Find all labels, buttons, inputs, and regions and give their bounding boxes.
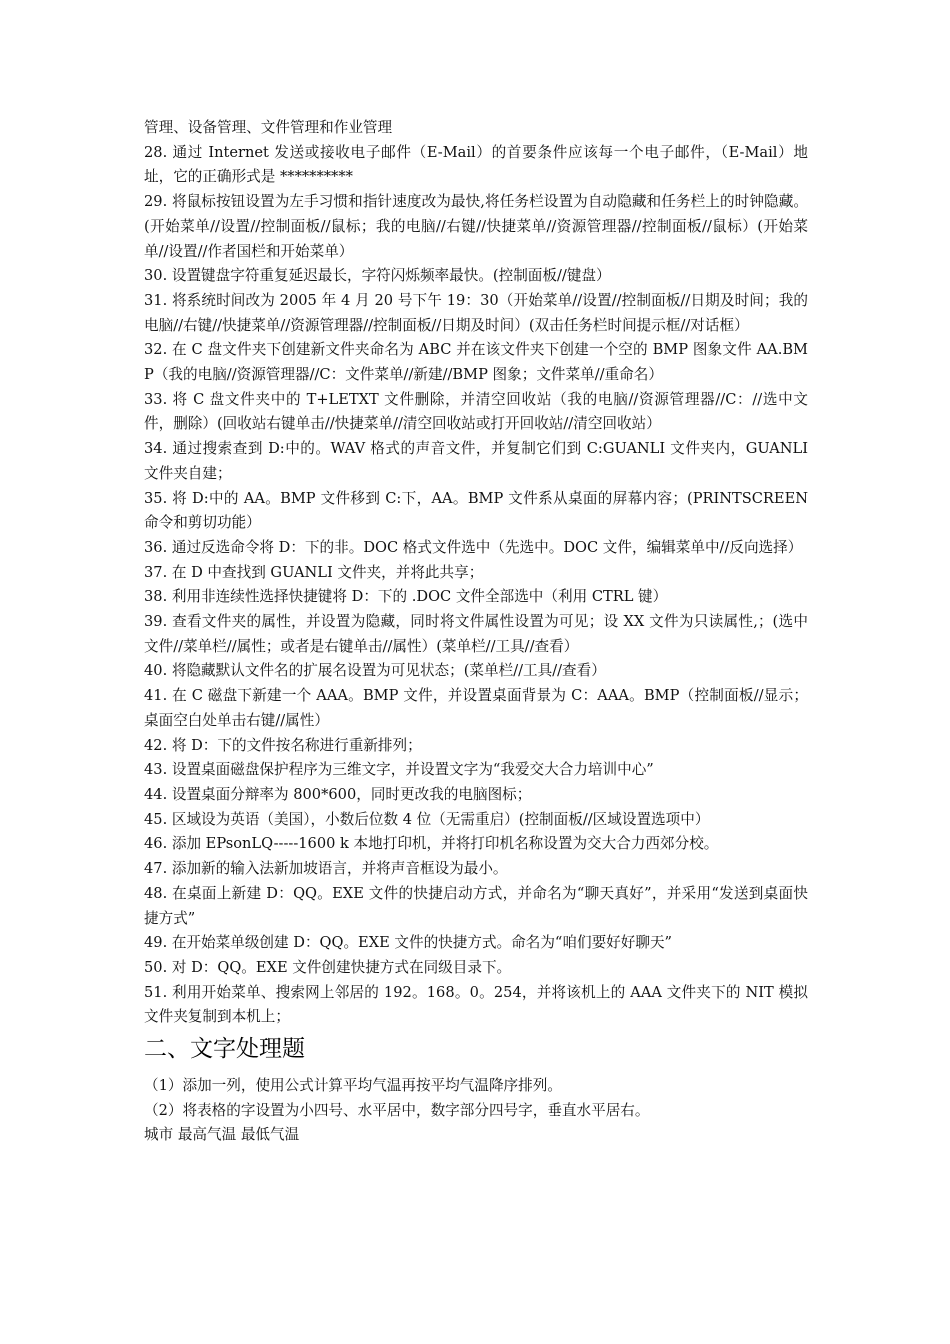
list-item: 39. 查看文件夹的属性，并设置为隐藏，同时将文件属性设置为可见；设 XX 文件为只读属性,；(选中文件//菜单栏//属性；或者是右键单击//属性）(菜单栏//工具//查看） (144, 613, 808, 655)
operation-list (144, 116, 808, 1030)
list-item: 36. 通过反选命令将 D：下的非。DOC 格式文件选中（先选中。DOC 文件，编辑菜单中//反向选择） (144, 538, 803, 556)
table-header-row: 城市 最高气温 最低气温 (144, 1126, 300, 1144)
list-item: 37. 在 D 中查找到 GUANLI 文件夹，并将此共享； (144, 563, 484, 581)
document-page (144, 116, 808, 1148)
list-item: 38. 利用非连续性选择快捷键将 D：下的 .DOC 文件全部选中（利用 CTRL 键） (144, 588, 668, 606)
list-item: 42. 将 D：下的文件按名称进行重新排列； (144, 736, 422, 754)
list-item: 46. 添加 EPsonLQ-----1600 k 本地打印机，并将打印机名称设置为交大合力西郊分校。 (144, 835, 719, 853)
continuation-line: 管理、设备管理、文件管理和作业管理 (144, 119, 393, 136)
list-item: 33. 将 C 盘文件夹中的 T+LETXT 文件删除，并清空回收站（我的电脑//资源管理器//C：//选中文件，删除）(回收站右键单击//快捷菜单//清空回收站或打开回收站//清空回收站） (144, 390, 808, 433)
list-item: 45. 区域设为英语（美国），小数后位数 4 位（无需重启）(控制面板//区域设置选项中） (144, 810, 710, 828)
list-item: 28. 通过 Internet 发送或接收电子邮件（E-Mail）的首要条件应该每一个电子邮件，（E-Mail）地址，它的正确形式是 ********** (144, 143, 808, 186)
list-item: 49. 在开始菜单级创建 D：QQ。EXE 文件的快捷方式。命名为“咱们要好好聊天” (144, 934, 672, 952)
task-item: （1）添加一列，使用公式计算平均气温再按平均气温降序排列。 (144, 1077, 562, 1095)
list-item: 48. 在桌面上新建 D：QQ。EXE 文件的快捷启动方式，并命名为“聊天真好”，并采用“发送到桌面快捷方式” (144, 884, 808, 927)
list-item: 35. 将 D:中的 AA。BMP 文件移到 C:下，AA。BMP 文件系从桌面的屏幕内容；(PRINTSCREEN 命令和剪切功能） (144, 489, 808, 532)
list-item: 50. 对 D：QQ。EXE 文件创建快捷方式在同级目录下。 (144, 958, 512, 976)
list-item: 47. 添加新的输入法新加坡语言，并将声音框设为最小。 (144, 860, 508, 878)
list-item: 32. 在 C 盘文件夹下创建新文件夹命名为 ABC 并在该文件夹下创建一个空的 BMP 图象文件 AA.BMP（我的电脑//资源管理器//C：文件菜单//新建//BMP 图象；文件菜单//重命名） (144, 341, 808, 384)
section-heading: 二、文字处理题 (144, 1036, 305, 1063)
list-item: 43. 设置桌面磁盘保护程序为三维文字，并设置文字为“我爱交大合力培训中心” (144, 761, 654, 779)
list-item: 31. 将系统时间改为 2005 年 4 月 20 号下午 19：30（开始菜单//设置//控制面板//日期及时间；我的电脑//右键//快捷菜单//资源管理器//控制面板//日期及时间）(双击任务栏时间提示框//对话框） (144, 291, 808, 334)
list-item: 40. 将隐藏默认文件名的扩展名设置为可见状态；(菜单栏//工具//查看） (144, 662, 606, 680)
task-list (144, 1074, 808, 1123)
list-item: 30. 设置键盘字符重复延迟最长，字符闪烁频率最快。(控制面板//键盘） (144, 267, 611, 285)
list-item: 29. 将鼠标按钮设置为左手习惯和指针速度改为最快,将任务栏设置为自动隐藏和任务栏上的时钟隐藏。(开始菜单//设置//控制面板//鼠标；我的电脑//右键//快捷菜单//资源管理器//控制面板//鼠标）(开始菜单//设置//作者国栏和开始菜单） (144, 193, 808, 260)
list-item: 51. 利用开始菜单、搜索网上邻居的 192。168。0。254，并将该机上的 AAA 文件夹下的 NIT 模拟文件夹复制到本机上； (144, 983, 808, 1026)
list-item: 44. 设置桌面分辩率为 800*600，同时更改我的电脑图标； (144, 785, 532, 803)
list-item: 41. 在 C 磁盘下新建一个 AAA。BMP 文件，并设置桌面背景为 C：AAA。BMP（控制面板//显示；桌面空白处单击右键//属性） (144, 687, 808, 729)
list-item: 34. 通过搜索查到 D:中的。WAV 格式的声音文件，并复制它们到 C:GUANLI 文件夹内，GUANLI 文件夹自建； (144, 440, 808, 482)
task-item: （2）将表格的字设置为小四号、水平居中，数字部分四号字，垂直水平居右。 (144, 1101, 650, 1119)
